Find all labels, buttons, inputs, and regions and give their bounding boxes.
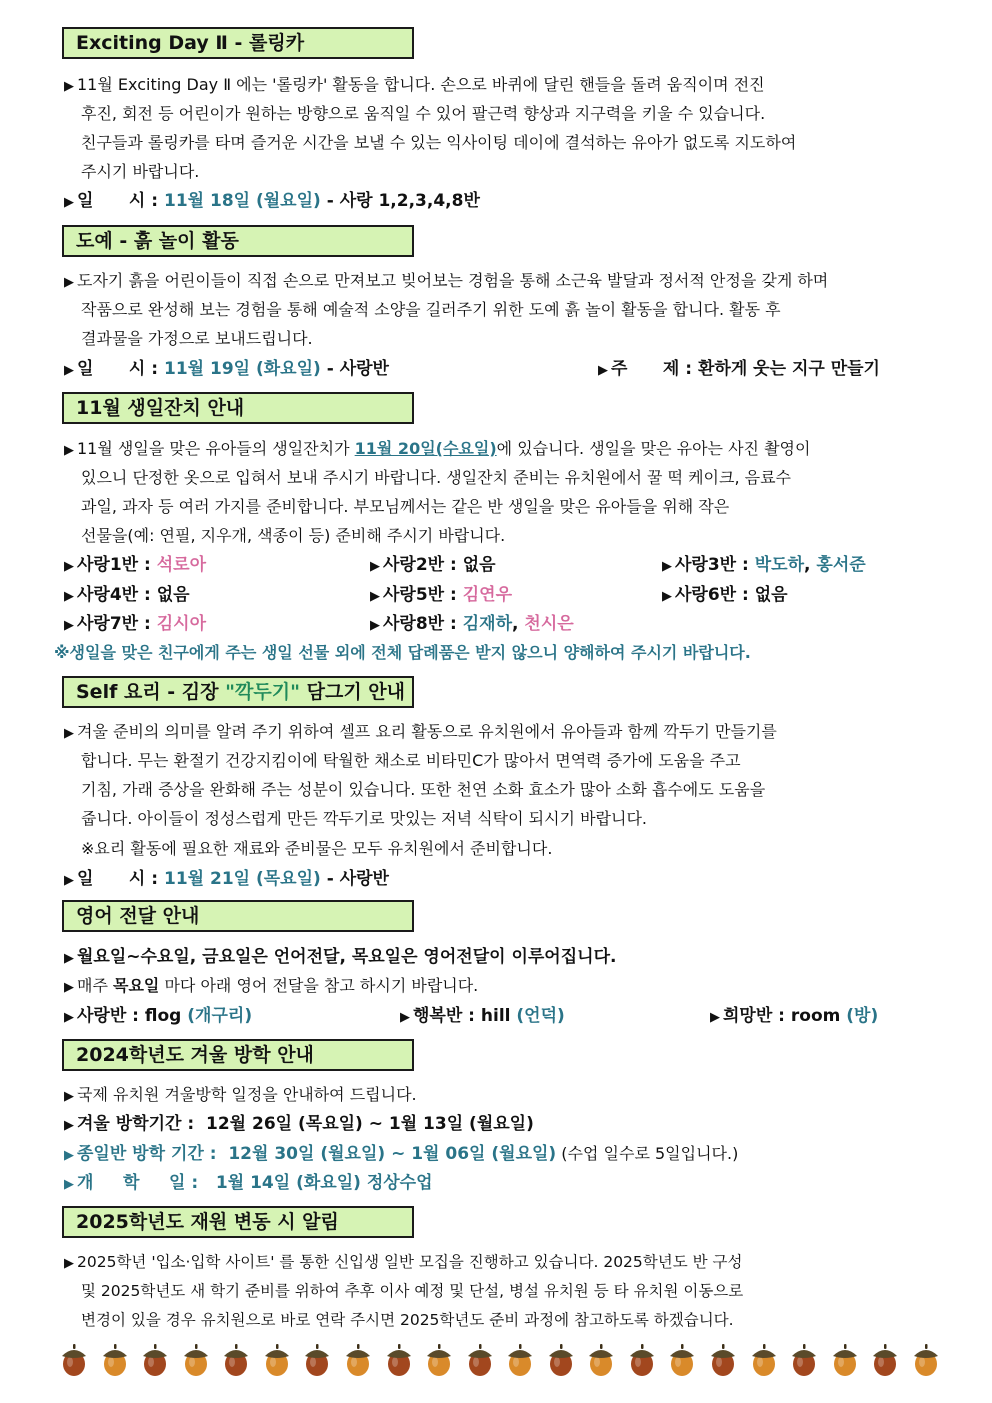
s2-para-line: 작품으로 완성해 보는 경험을 통해 예술적 소양을 길러주기 위한 도예 흙 놀이 활동을 합니다. 활동 후	[81, 300, 781, 319]
acorn-icon	[101, 1343, 129, 1381]
birthday-note: ※생일을 맞은 친구에게 주는 생일 선물 외에 전체 답례품은 받지 않으니 양해하여 주시기 바랍니다.	[54, 643, 751, 662]
s4-para-line: 줍니다. 아이들이 정성스럽게 만든 깍두기로 맛있는 저녁 식탁이 되시기 바랍니다.	[81, 809, 647, 828]
acorn-icon	[871, 1343, 899, 1381]
section-title-english: 영어 전달 안내	[62, 900, 414, 932]
class-birthday-item: ▶ 사랑6반 : 없음	[662, 585, 788, 605]
acorn-icon	[831, 1343, 859, 1381]
s1-para-line: ▶ 11월 Exciting Day Ⅱ 에는 '롤링카' 활동을 합니다. 손으로 바퀴에 달린 핸들을 돌려 움직이며 전진	[64, 75, 765, 94]
class-birthday-item: ▶ 사랑8반 : 김재하, 천시은	[370, 614, 574, 634]
acorn-icon	[425, 1343, 453, 1381]
acorn-icon	[668, 1343, 696, 1381]
s4-para-line: ▶ 겨울 준비의 의미를 알려 주기 위하여 셀프 요리 활동으로 유치원에서 유아들과 함께 깍두기 만들기를	[64, 722, 777, 741]
section-title-pottery: 도예 - 흙 놀이 활동	[62, 225, 414, 257]
acorn-icon	[263, 1343, 291, 1381]
section-title-birthday: 11월 생일잔치 안내	[62, 392, 414, 424]
s3-para-line: 과일, 과자 등 여러 가지를 준비합니다. 부모님께서는 같은 반 생일을 맞은 유아들을 위해 작은	[81, 497, 730, 516]
acorn-icon	[344, 1343, 372, 1381]
acorn-icon	[182, 1343, 210, 1381]
acorn-icon	[587, 1343, 615, 1381]
section-title-kimchi: Self 요리 - 김장 "깍두기" 담그기 안내	[62, 676, 414, 708]
s4-para-line: 기침, 가래 증상을 완화해 주는 성분이 있습니다. 또한 천연 소화 효소가 많아 소화 흡수에도 도움을	[81, 780, 766, 799]
section-title-rolling-car: Exciting Day Ⅱ - 롤링카	[62, 27, 414, 59]
s1-para-line: 친구들과 롤링카를 타며 즐거운 시간을 보낼 수 있는 익사이팅 데이에 결석하는 유아가 없도록 지도하여	[81, 133, 797, 152]
s7-para-line: 변경이 있을 경우 유치원으로 바로 연락 주시면 2025학년도 준비 과정에 참고하도록 하겠습니다.	[81, 1311, 734, 1329]
class-birthday-item: ▶ 사랑7반 : 김시아	[64, 614, 207, 634]
acorn-icon	[385, 1343, 413, 1381]
acorn-icon	[303, 1343, 331, 1381]
s1-para-line: 후진, 회전 등 어린이가 원하는 방향으로 움직일 수 있어 팔근력 향상과 지구력을 키울 수 있습니다.	[81, 104, 766, 123]
s3-para-line: ▶ 11월 생일을 맞은 유아들의 생일잔치가 11월 20일(수요일)에 있습니다. 생일을 맞은 유아는 사진 촬영이	[64, 439, 811, 458]
s4-note: ※요리 활동에 필요한 재료와 준비물은 모두 유치원에서 준비합니다.	[81, 839, 553, 858]
s7-para-line: ▶ 2025학년 '입소·입학 사이트' 를 통한 신입생 일반 모집을 진행하고 있습니다. 2025학년도 반 구성	[64, 1253, 743, 1271]
acorn-icon	[750, 1343, 778, 1381]
s4-para-line: 합니다. 무는 환절기 건강지킴이에 탁월한 채소로 비타민C가 많아서 면역력 증가에 도움을 주고	[81, 751, 741, 770]
acorn-icon	[709, 1343, 737, 1381]
acorn-icon	[141, 1343, 169, 1381]
s1-date-line: ▶ 일 시 : 11월 18일 (월요일) - 사랑 1,2,3,4,8반	[64, 191, 480, 211]
class-birthday-item: ▶ 사랑5반 : 김연우	[370, 585, 513, 605]
acorn-icon	[547, 1343, 575, 1381]
s2-para-line: 결과물을 가정으로 보내드립니다.	[81, 329, 313, 348]
class-birthday-item: ▶ 사랑1반 : 석로아	[64, 555, 207, 575]
class-birthday-item: ▶ 사랑2반 : 없음	[370, 555, 496, 575]
s2-theme-line: ▶ 주 제 : 환하게 웃는 지구 만들기	[598, 359, 880, 379]
acorn-icon	[790, 1343, 818, 1381]
s7-para-line: 및 2025학년도 새 학기 준비를 위하여 추후 이사 예정 및 단설, 병설 유치원 등 타 유치원 이동으로	[81, 1282, 744, 1300]
s2-para-line: ▶ 도자기 흙을 어린이들이 직접 손으로 만져보고 빚어보는 경험을 통해 소근육 발달과 정서적 안정을 갖게 하며	[64, 271, 829, 290]
class-birthday-item: ▶ 사랑4반 : 없음	[64, 585, 190, 605]
acorn-icon	[506, 1343, 534, 1381]
section-title-winter-break: 2024학년도 겨울 방학 안내	[62, 1039, 414, 1071]
s6-line: ▶ 겨울 방학기간 : 12월 26일 (목요일) ~ 1월 13일 (월요일)	[64, 1114, 534, 1134]
s3-para-line: 있으니 단정한 옷으로 입혀서 보내 주시기 바랍니다. 생일잔치 준비는 유치원에서 꿀 떡 케이크, 음료수	[81, 468, 791, 487]
s4-date-line: ▶ 일 시 : 11월 21일 (목요일) - 사랑반	[64, 869, 389, 889]
s2-date-line: ▶ 일 시 : 11월 19일 (화요일) - 사랑반	[64, 359, 389, 379]
acorn-icon	[628, 1343, 656, 1381]
s3-para-line: 선물을(예: 연필, 지우개, 색종이 등) 준비해 주시기 바랍니다.	[81, 526, 506, 545]
english-word-item: ▶ 희망반 : room (방)	[710, 1006, 879, 1026]
acorn-icon	[912, 1343, 940, 1381]
english-word-item: ▶ 사랑반 : flog (개구리)	[64, 1006, 253, 1026]
english-word-item: ▶ 행복반 : hill (언덕)	[400, 1006, 565, 1026]
s1-para-line: 주시기 바랍니다.	[81, 162, 200, 181]
acorn-icon	[60, 1343, 88, 1381]
s6-line: ▶ 국제 유치원 겨울방학 일정을 안내하여 드립니다.	[64, 1085, 417, 1104]
acorn-icon	[222, 1343, 250, 1381]
s5-line: ▶ 월요일~수요일, 금요일은 언어전달, 목요일은 영어전달이 이루어집니다.	[64, 947, 617, 967]
s6-line: ▶ 종일반 방학 기간 : 12월 30일 (월요일) ~ 1월 06일 (월요일) (수업 일수로 5일입니다.)	[64, 1144, 739, 1164]
class-birthday-item: ▶ 사랑3반 : 박도하, 홍서준	[662, 555, 866, 575]
s5-line: ▶ 매주 목요일 마다 아래 영어 전달을 참고 하시기 바랍니다.	[64, 976, 479, 995]
acorn-icon	[466, 1343, 494, 1381]
acorn-border	[60, 1344, 940, 1380]
s6-line: ▶ 개 학 일 : 1월 14일 (화요일) 정상수업	[64, 1173, 433, 1193]
section-title-enrollment: 2025학년도 재원 변동 시 알림	[62, 1206, 414, 1238]
